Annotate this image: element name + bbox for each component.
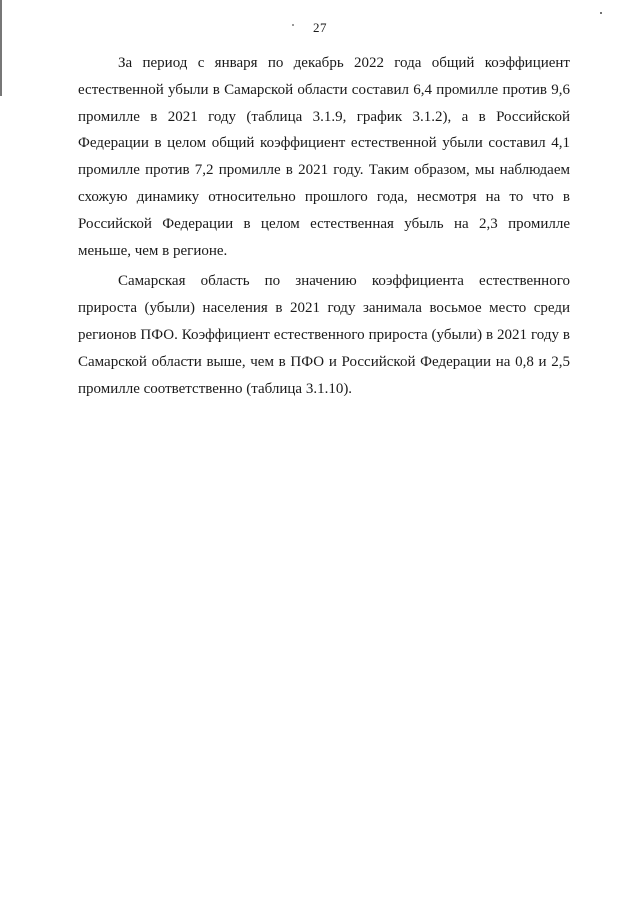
scan-edge-mark [0,0,2,96]
paragraph: Самарская область по значению коэффициента естественного прироста (убыли) населения в 2021 году занимала восьмое место среди регионов ПФО. Коэффициент естественного прироста (убыли) в 2021 году в Самарской области выше, чем в ПФО и Российской Федерации на 0,8 и 2,5 промилле соответственно (таблица 3.1.10). [78,273,570,397]
paragraph: За период с января по декабрь 2022 года общий коэффициент естественной убыли в Самарской области составил 6,4 промилле против 9,6 промилле в 2021 году (таблица 3.1.9, график 3.1.2), а в Российской Федерации в целом общий коэффициент естественной убыли составил 4,1 промилле против 7,2 промилле в 2021 году. Таким образом, мы наблюдаем схожую динамику относительно прошлого года, несмотря на то что в Российской Федерации в целом естественная убыль на 2,3 промилле меньше, чем в регионе. [78,55,570,259]
scan-dot-mark [600,12,602,14]
body-text [78,50,570,402]
page-number: 27 [313,20,327,35]
